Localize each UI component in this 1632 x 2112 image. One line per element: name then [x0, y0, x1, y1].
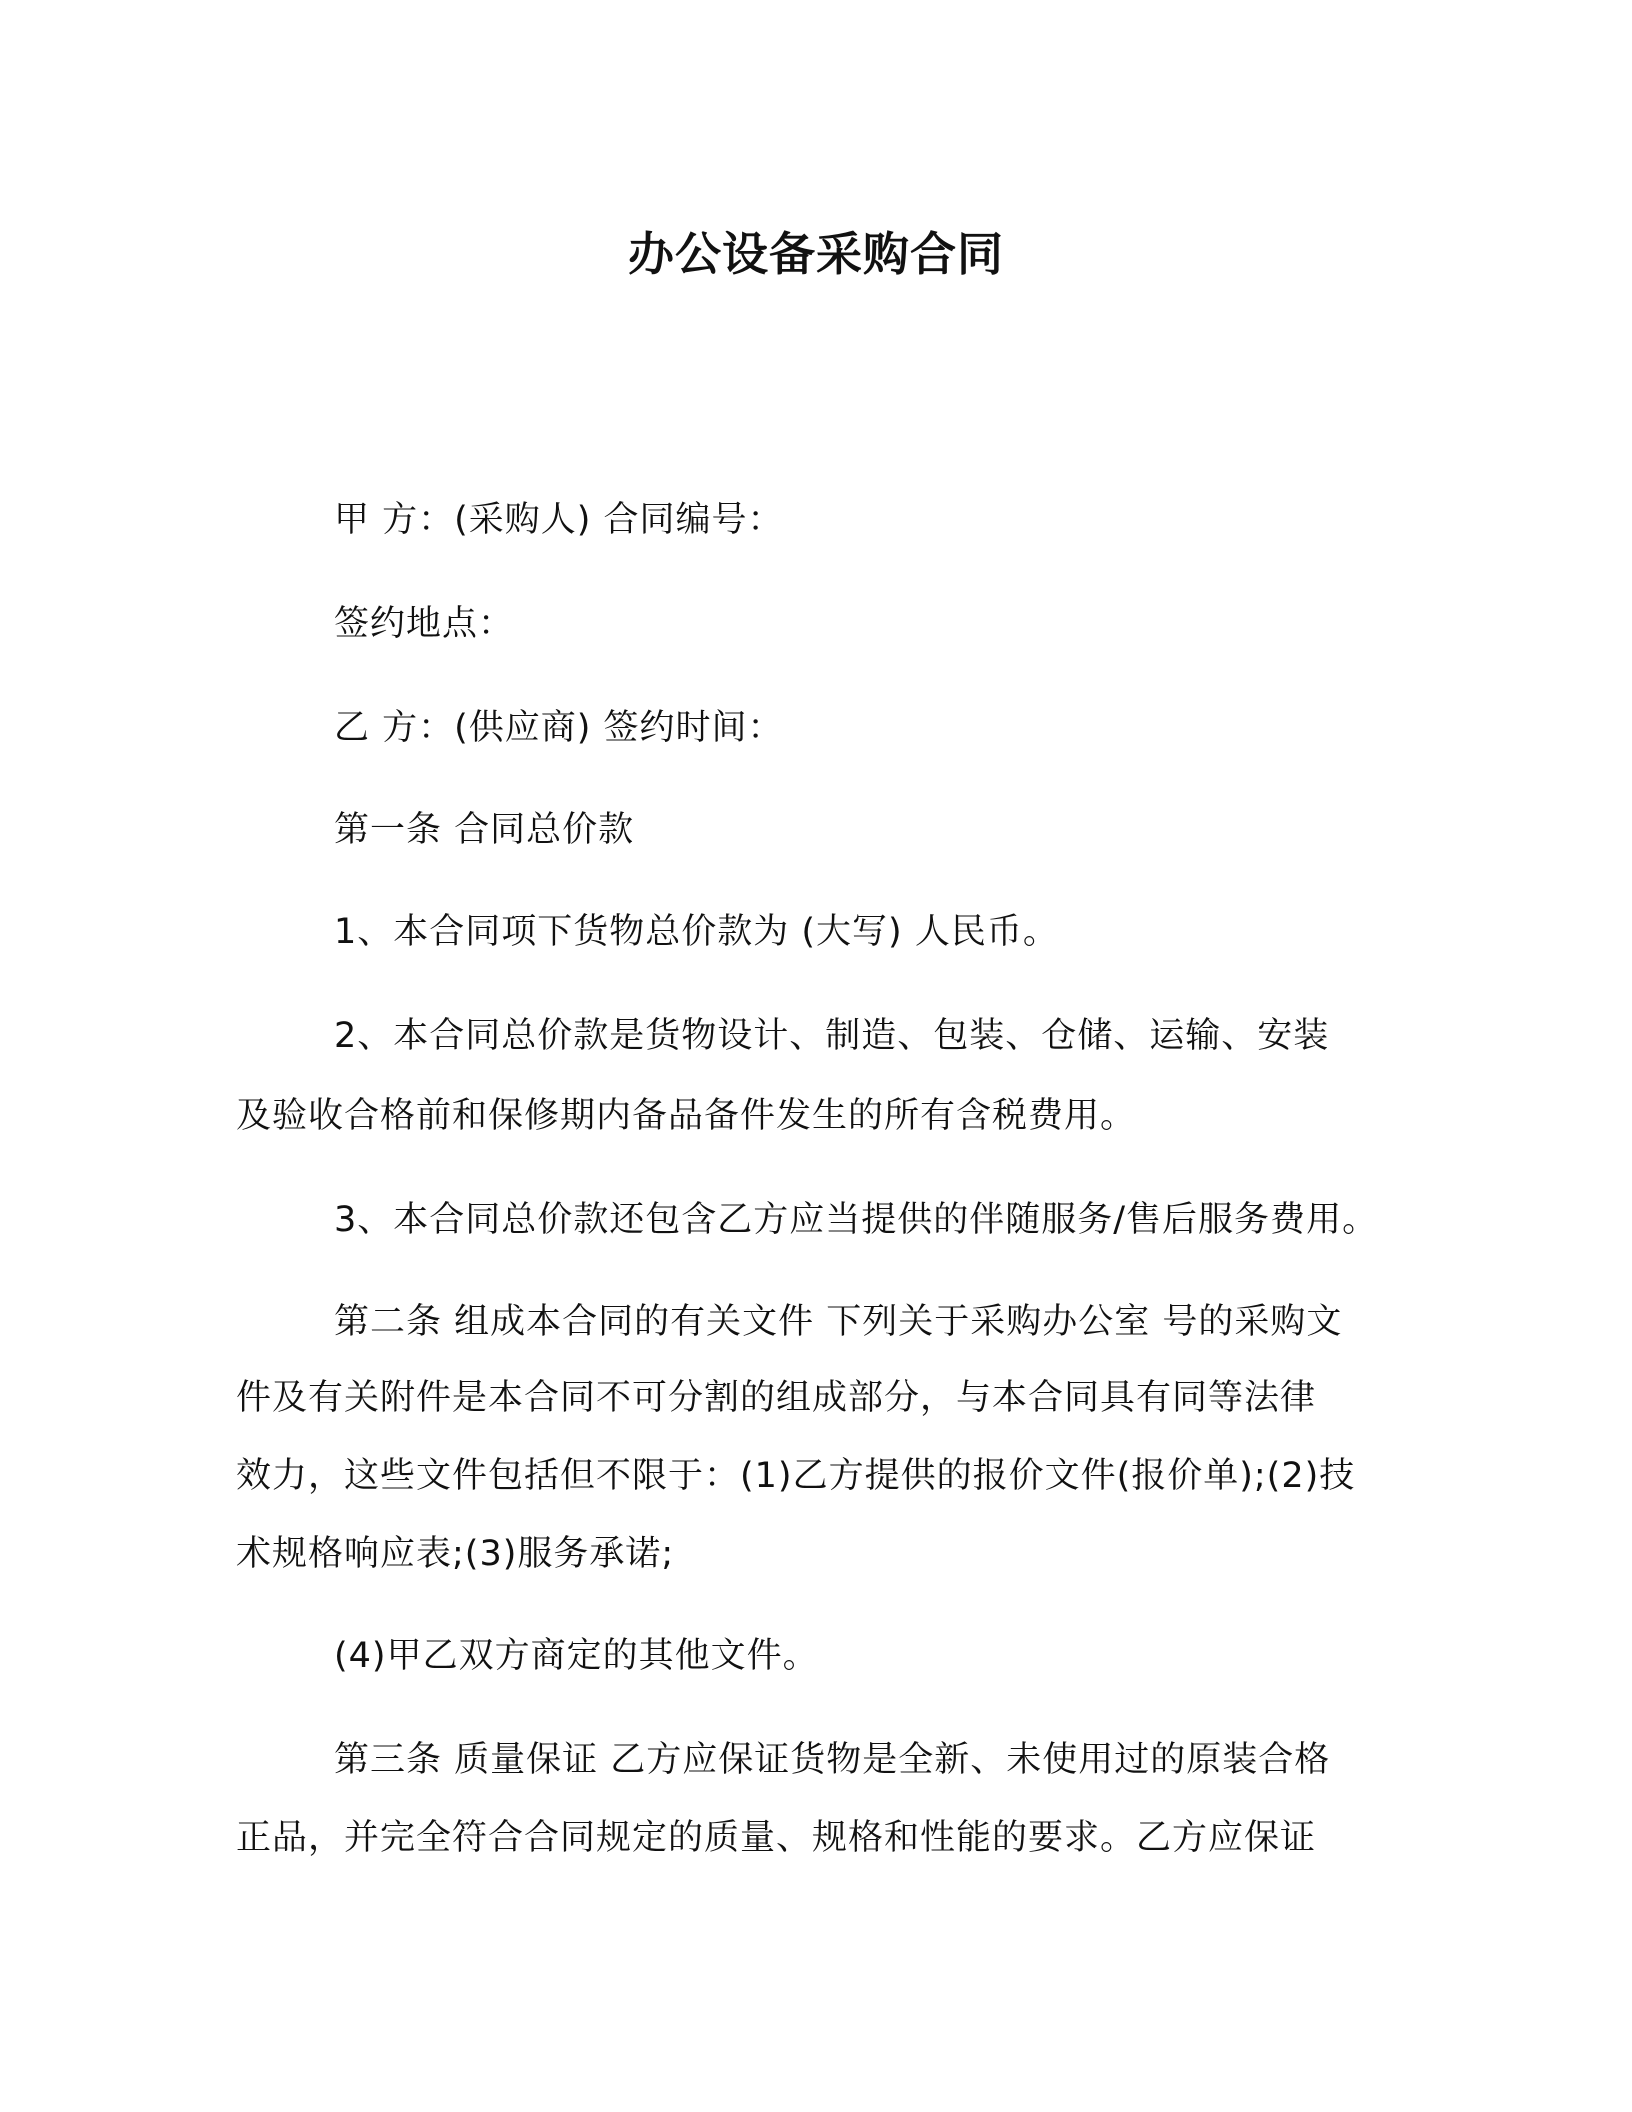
article-3-line-1: 第三条 质量保证 乙方应保证货物是全新、未使用过的原装合格: [334, 1740, 1331, 1780]
article-1-clause-2-line-1: 2、本合同总价款是货物设计、制造、包装、仓储、运输、安装: [334, 1016, 1330, 1056]
party-a-line: 甲 方：(采购人) 合同编号：: [334, 500, 784, 540]
article-1-clause-1: 1、本合同项下货物总价款为 (大写) 人民币。: [334, 912, 1059, 952]
article-2-line-2: 件及有关附件是本合同不可分割的组成部分，与本合同具有同等法律: [236, 1378, 1317, 1418]
article-1-heading: 第一条 合同总价款: [334, 810, 635, 850]
document-title: 办公设备采购合同: [628, 227, 1004, 281]
article-2-line-5: (4)甲乙双方商定的其他文件。: [334, 1636, 819, 1676]
article-3-line-2: 正品，并完全符合合同规定的质量、规格和性能的要求。乙方应保证: [236, 1818, 1317, 1858]
article-2-line-1: 第二条 组成本合同的有关文件 下列关于采购办公室 号的采购文: [334, 1302, 1343, 1342]
article-2-line-3: 效力，这些文件包括但不限于：(1)乙方提供的报价文件(报价单);(2)技: [236, 1456, 1356, 1496]
party-b-line: 乙 方：(供应商) 签约时间：: [334, 708, 784, 748]
article-1-clause-2-line-2: 及验收合格前和保修期内备品备件发生的所有含税费用。: [236, 1096, 1137, 1136]
article-1-clause-3: 3、本合同总价款还包含乙方应当提供的伴随服务/售后服务费用。: [334, 1200, 1379, 1240]
signing-location-line: 签约地点：: [334, 604, 515, 644]
article-2-line-4: 术规格响应表;(3)服务承诺;: [236, 1534, 675, 1574]
